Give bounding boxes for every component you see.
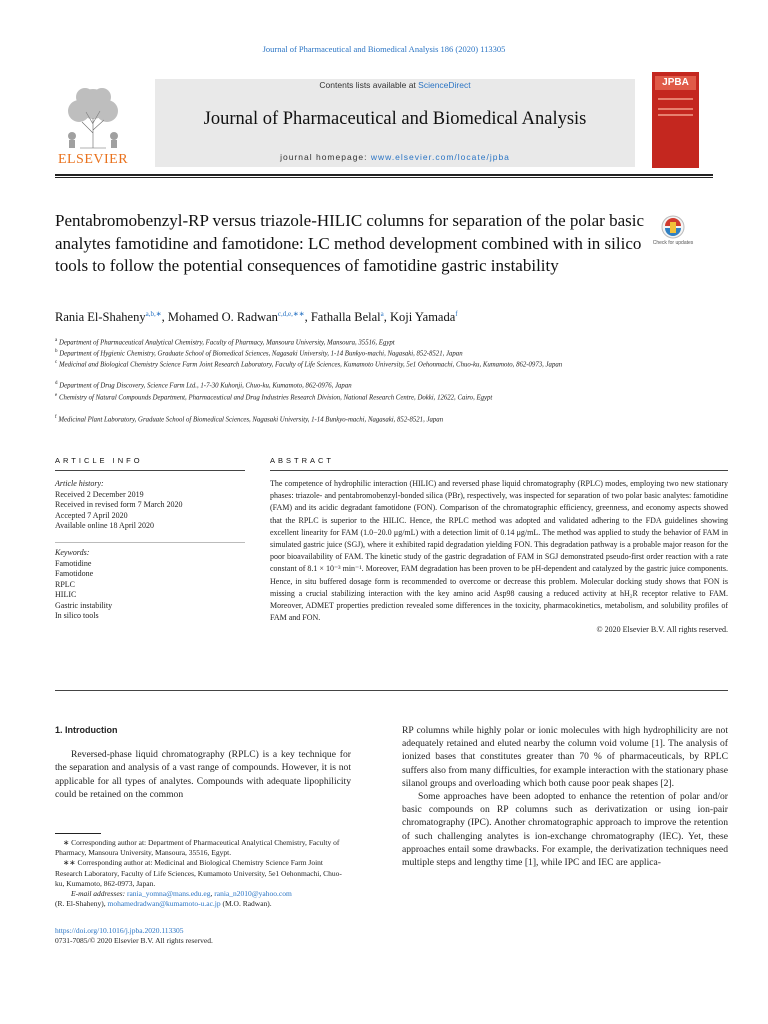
email-label: E-mail addresses: [71, 889, 127, 899]
body-paragraph: Some approaches have been adopted to enhance the retention of polar and/or basic compounds on RP columns such as derivatization or using ion-pair chromatography (IPC). Another chromatographic approach to improve the retention of such challenging analytes is ion-exchange chromatography (IEC). Yet, these approaches entail some drawbacks. For example, the derivatization techniques need multiple steps and lengthy time [1], while IPC and IEC are applica- [402, 791, 728, 869]
footnote-corresponding-2: ∗∗ Corresponding author at: Medicinal and Biological Chemistry Science Farm Joint Research Laboratory, Faculty of Life Sciences, Kumamoto University, 5e1 Oehonmachi, Chuo-ku, Kumamoto, 862-0973, Japan. [55, 858, 342, 888]
footnote-corresponding-1: ∗ Corresponding author at: Department of Pharmaceutical Analytical Chemistry, Faculty of Pharmacy, Mansoura University, Mansoura, 35516, Egypt. [55, 838, 340, 858]
keyword: In silico tools [55, 611, 99, 620]
email-link[interactable]: rania_n2010@yahoo.com [214, 889, 292, 899]
keyword: Famotidone [55, 569, 94, 578]
author-affil-marks[interactable]: a [380, 310, 384, 318]
affiliation: $^b$ Department of Hygienic Chemistry, Graduate School of Biomedical Sciences, Nagasaki University, 1-14 Bunkyo-machi, Nagasaki, 852-8521, Japan [55, 349, 463, 358]
affiliation: $^c$ Medicinal and Biological Chemistry Science Farm Joint Research Laboratory, Faculty of Life Sciences, Kumamoto University, 5e1 Oehonmachi, Chuo-ku, Kumamoto, 862-0973, Japan [55, 360, 563, 369]
body-left-column [55, 724, 351, 801]
footnote-emails: E-mail addresses: rania_yomna@mans.edu.eg, rania_n2010@yahoo.com [71, 889, 292, 899]
email-link[interactable]: rania_yomna@mans.edu.eg [126, 889, 211, 899]
body-right-column [402, 724, 728, 869]
section-heading-introduction: 1. Introduction [55, 725, 118, 735]
contents-line [155, 80, 635, 90]
homepage-prefix: journal homepage: [280, 152, 371, 162]
footnote-email-owners: (R. El-Shaheny), mohamedradwan@kumamoto-u.ac.jp (M.O. Radwan). [55, 899, 272, 909]
author-name[interactable]: Koji Yamada [389, 310, 456, 325]
journal-homepage-line [155, 152, 635, 162]
article-info-rule [55, 470, 245, 471]
keyword-list [55, 548, 245, 622]
author-list: Rania El-Shaheny$^{a,b,∗}$, Mohamed O. Radwan$^{c,d,e,∗∗}$, Fathalla Belal$^a$, Koji Yamada$^f$ [55, 310, 458, 325]
author-affil-marks[interactable]: c,d,e,∗∗ [277, 310, 305, 318]
body-paragraph: Reversed-phase liquid chromatography (RPLC) is a key technique for the separation and analysis of a vast range of compounds. However, it is not applicable for all types of analytes. Compounds with adequate lipophilicity could be retained on the common [55, 749, 351, 800]
abstract-heading: ABSTRACT [270, 456, 335, 465]
article-history [55, 479, 245, 532]
author-affil-marks[interactable]: a,b,∗ [145, 310, 162, 318]
history-item: Accepted 7 April 2020 [55, 510, 128, 520]
abstract-rule [270, 470, 728, 471]
keyword: HILIC [55, 590, 77, 599]
author-affil-marks[interactable]: f [455, 310, 458, 318]
history-item: Received 2 December 2019 [55, 489, 144, 499]
abstract-bottom-rule [55, 690, 728, 691]
history-item: Received in revised form 7 March 2020 [55, 500, 183, 509]
affiliation: $^f$ Medicinal Plant Laboratory, Graduate School of Biomedical Sciences, Nagasaki University, 1-14 Bunkyo-machi, Nagasaki, 852-8521, Japan [55, 415, 444, 424]
author-name[interactable]: Fathalla Belal [310, 310, 381, 325]
header-rule [55, 174, 713, 176]
body-paragraph: RP columns while highly polar or ionic molecules with high hydrophilicity are not adequately retained and eluted nearby the column void volume [1]. The analysis of ionized bases that constitutes greater than 70 % of pharmaceuticals, by RPLC suffers also from many difficulties, for example interaction with the stationary phase silanol groups and overloading which both cause poor peak shapes [2]. [402, 725, 728, 789]
homepage-link[interactable]: www.elsevier.com/locate/jpba [370, 152, 510, 162]
issn-line: 0731-7085/© 2020 Elsevier B.V. All rights reserved. [55, 936, 213, 946]
header-rule-thin [55, 177, 713, 178]
journal-cover-thumbnail[interactable] [652, 72, 699, 168]
abstract-block [270, 478, 728, 637]
journal-title: Journal of Pharmaceutical and Biomedical Analysis [203, 109, 587, 129]
footnotes [55, 838, 351, 909]
keyword: Gastric instability [55, 600, 113, 610]
contents-prefix: Contents lists available at [319, 80, 419, 90]
abstract-text: The competence of hydrophilic interaction (HILIC) and reversed phase liquid chromatography (RPLC) modes, employing two new stationary phases: triazole- and pentabromobenzyl-bonded silica (PBr), respectively, was inspected for separation of two polar basic analytes: famotidine (FAM) and its acidic degradant famotidone (FON). Comparison of the chromatographic efficiency, greenness, and economy aspects showed that the RPLC is superior to the HILIC. Hence, the RPLC method was adopted and validated adhering to the FDA guidelines showing excellent linearity for FAM (1.0−20.0 μg/mL) with a detection limit of 0.14 μg/mL. The method was applied to study the behavior of FAM in simulated gastric juice (SGJ), where it exhibited rapid degradation yielding FON. This degradation pathway is a probable major reason for the poor bioavailability of FAM. The kinetic study of the gastric degradation of FAM in SGJ demonstrated pseudo-first order reaction with a rate constant of 8.1 × 10⁻³ min⁻¹. Moreover, FAM degradation has been proven to be pH-dependent and catalyzed by the gastric juice components. Hence, in situ buffered dosage form is recommended to overcome or decrease this problem. Molecular docking study shows that FON is missing a crucial stabilizing interaction with the key amino acid Asp98 causing a reduced activity at hH₂R receptor relative to FAM. Moreover, ADMET properties prediction revealed some differences in the toxicity, pharmacokinetics, metabolism, and solubility profiles of FAM and FON. [270, 479, 728, 623]
keywords-label: Keywords: [55, 548, 90, 557]
doi-link[interactable]: https://doi.org/10.1016/j.jpba.2020.113305 [55, 926, 184, 935]
article-info-heading: ARTICLE INFO [55, 456, 143, 465]
keyword: Famotidine [55, 558, 92, 568]
affiliation: $^e$ Chemistry of Natural Compounds Department, Pharmaceutical and Drug Industries Research Division, National Research Centre, Dokki, 12622, Cairo, Egypt [55, 393, 493, 402]
article-info-divider [55, 542, 245, 543]
doi-block [55, 926, 351, 946]
journal-citation[interactable]: Journal of Pharmaceutical and Biomedical Analysis 186 (2020) 113305 [262, 44, 506, 54]
cover-abbrev: JPBA [655, 76, 696, 90]
author-name[interactable]: Rania El-Shaheny [55, 310, 146, 325]
abstract-copyright: © 2020 Elsevier B.V. All rights reserved. [596, 625, 728, 635]
history-item: Available online 18 April 2020 [55, 521, 154, 530]
crossmark-label: Check for updates [652, 240, 694, 246]
crossmark-icon[interactable] [655, 214, 691, 242]
elsevier-wordmark: ELSEVIER [57, 152, 129, 167]
affiliation: $^d$ Department of Drug Discovery, Science Farm Ltd., 1-7-30 Kuhonji, Chuo-ku, Kumamoto, 862-0976, Japan [55, 381, 352, 390]
article-title: Pentabromobenzyl-RP versus triazole-HILIC columns for separation of the polar basic analytes famotidine and famotidone: LC method development combined with in silico tools to follow the potential consequences of famotidine gastric instability [55, 211, 645, 275]
history-label: Article history: [55, 479, 104, 488]
affiliation: $^a$ Department of Pharmaceutical Analytical Chemistry, Faculty of Pharmacy, Mansoura University, Mansoura, 35516, Egypt [55, 338, 395, 347]
author-name[interactable]: Mohamed O. Radwan [167, 310, 278, 325]
email-link[interactable]: mohamedradwan@kumamoto-u.ac.jp [107, 899, 221, 909]
keyword: RPLC [55, 579, 76, 589]
sciencedirect-link[interactable]: ScienceDirect [418, 80, 471, 90]
footnote-rule [55, 833, 101, 834]
